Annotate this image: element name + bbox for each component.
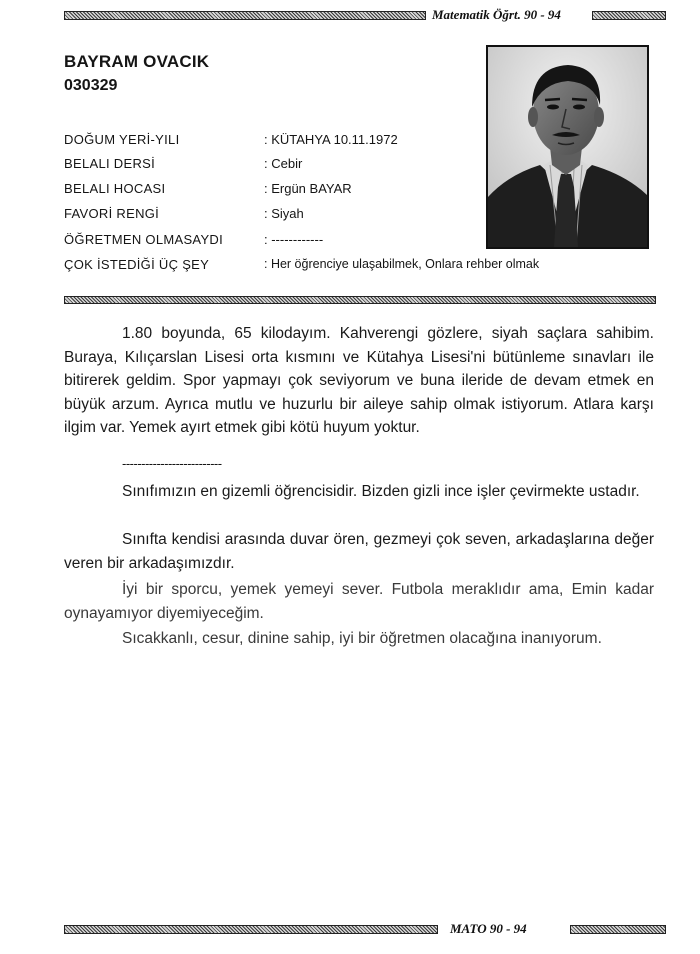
comment-3 <box>64 578 654 625</box>
bio-separator: -------------------------- <box>122 456 222 471</box>
bio-paragraph <box>64 322 654 440</box>
footer-bar-right <box>570 925 666 934</box>
portrait-illustration <box>488 47 647 247</box>
comment-2 <box>64 528 654 575</box>
header-bar-left <box>64 11 426 20</box>
comment-text: İyi bir sporcu, yemek yemeyi sever. Futbola meraklıdır ama, Emin kadar oynayamıyor diyemiyeceğim. <box>64 581 654 622</box>
student-name: BAYRAM OVACIK <box>64 52 210 71</box>
bio-text: 1.80 boyunda, 65 kilodayım. Kahverengi gözlere, siyah saçlara sahibim. Buraya, Kılıçarslan Lisesi orta kısmını ve Kütahya Lisesi'ni bütünleme sınavları ile bitirerek geldim. Spor yapmayı çok seviyorum ve buna ileride de devam etmek en büyük arzum. Ayrıca mutlu ve huzurlu bir aileye sahip olmak istiyorum. Atlara karşı ilgim var. Yemek ayırt etmek gibi kötü huyum yoktur. <box>64 325 654 436</box>
comment-text: Sınıfımızın en gizemli öğrencisidir. Bizden gizli ince işler çevirmekte ustadır. <box>122 483 640 500</box>
info-value: : Her öğrenciye ulaşabilmek, Onlara rehber olmak <box>264 257 540 271</box>
info-label: FAVORİ RENGİ <box>64 206 160 221</box>
footer-text: MATO 90 - 94 <box>450 921 527 936</box>
comment-text: Sınıfta kendisi arasında duvar ören, gezmeyi çok seven, arkadaşlarına değer veren bir arkadaşımızdır. <box>64 531 654 572</box>
footer-bar-left <box>64 925 438 934</box>
comment-1 <box>64 480 654 504</box>
info-label: BELALI HOCASI <box>64 181 166 196</box>
header-bar-right <box>592 11 666 20</box>
info-label: BELALI DERSİ <box>64 156 156 171</box>
info-label: ÖĞRETMEN OLMASAYDI <box>64 232 224 247</box>
info-value: : Ergün BAYAR <box>264 181 352 196</box>
comment-4 <box>64 627 654 651</box>
header-text: Matematik Öğrt. 90 - 94 <box>432 7 561 22</box>
info-value: : Cebir <box>264 156 303 171</box>
student-photo <box>486 45 649 249</box>
info-label: DOĞUM YERİ-YILI <box>64 132 180 147</box>
info-label: ÇOK İSTEDİĞİ ÜÇ ŞEY <box>64 257 210 272</box>
info-value: : ------------ <box>264 232 324 247</box>
comment-text: Sıcakkanlı, cesur, dinine sahip, iyi bir öğretmen olacağına inanıyorum. <box>122 630 602 647</box>
info-value: : Siyah <box>264 206 304 221</box>
student-number: 030329 <box>64 77 118 94</box>
info-value: : KÜTAHYA 10.11.1972 <box>264 132 398 147</box>
section-divider <box>64 296 656 304</box>
